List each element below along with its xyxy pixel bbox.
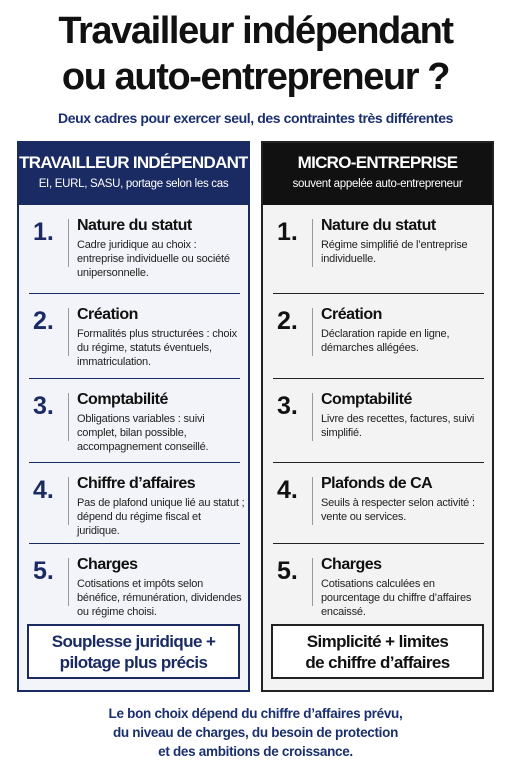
item-title: Création [77, 306, 138, 323]
item-divider [312, 308, 313, 356]
footer-line2: du niveau de charges, du besoin de protection [112, 725, 399, 740]
item-number: 1. [277, 218, 298, 246]
item-divider [312, 219, 313, 267]
item-description: Régime simplifié de l’entreprise individuelle. [321, 239, 468, 265]
item-divider [68, 477, 69, 525]
summary-line1: Simplicité + limites [306, 632, 449, 651]
item-divider [68, 308, 69, 356]
item-description: Déclaration rapide en ligne, démarches allégées. [321, 328, 450, 354]
item-number: 5. [33, 557, 54, 585]
footer-line3: et des ambitions de croissance. [158, 744, 353, 759]
item-divider [68, 219, 69, 267]
item-description: Cotisations calculées en pourcentage du chiffre d’affaires encaissé. [321, 578, 472, 618]
item-divider [312, 558, 313, 606]
page-subtitle: Deux cadres pour exercer seul, des contraintes très différentes [58, 110, 453, 126]
item-divider [312, 477, 313, 525]
footer-line1: Le bon choix dépend du chiffre d’affaires prévu, [108, 706, 403, 721]
summary-box-right [271, 624, 484, 679]
footer-note [0, 704, 511, 761]
item-title: Charges [321, 556, 382, 573]
item-description: Pas de plafond unique lié au statut ; dépend du régime fiscal et juridique. [77, 497, 245, 537]
item-number: 2. [33, 307, 54, 335]
page-title-line2: ou auto-entrepreneur ? [61, 56, 450, 98]
item-description: Seuils à respecter selon activité : vente ou services. [321, 497, 475, 523]
item-title: Comptabilité [321, 391, 412, 408]
item-title: Création [321, 306, 382, 323]
item-description: Cotisations et impôts selon bénéfice, rémunération, dividendes ou régime choisi. [77, 578, 242, 618]
item-description: Obligations variables : suivi complet, bilan possible, accompagnement conseillé. [77, 413, 209, 453]
page-title-line1: Travailleur indépendant [58, 10, 453, 52]
list-item [263, 544, 492, 627]
item-description: Livre des recettes, factures, suivi simplifié. [321, 413, 475, 439]
column-heading-right: MICRO-ENTREPRISE [297, 153, 458, 172]
list-item [19, 379, 248, 462]
item-number: 4. [277, 476, 298, 504]
list-item [263, 379, 492, 462]
summary-line2: pilotage plus précis [59, 653, 208, 672]
item-number: 2. [277, 307, 298, 335]
item-divider [68, 393, 69, 441]
list-item [263, 294, 492, 377]
item-title: Nature du statut [77, 217, 192, 234]
list-item [263, 205, 492, 288]
item-number: 1. [33, 218, 54, 246]
list-item [19, 544, 248, 627]
item-divider [68, 558, 69, 606]
list-item [19, 205, 248, 288]
item-description: Formalités plus structurées : choix du régime, statuts éventuels, immatriculation. [77, 328, 237, 368]
list-item [19, 294, 248, 377]
item-divider [312, 393, 313, 441]
column-heading-left: TRAVAILLEUR INDÉPENDANT [19, 153, 248, 172]
column-header-right [263, 143, 492, 205]
item-title: Plafonds de CA [321, 475, 433, 492]
list-item [19, 463, 248, 546]
item-number: 3. [33, 392, 54, 420]
item-title: Nature du statut [321, 217, 436, 234]
column-subheading-left: EI, EURL, SASU, portage selon les cas [38, 178, 229, 190]
item-number: 4. [33, 476, 54, 504]
list-item [263, 463, 492, 546]
column-travailleur-independant [17, 141, 250, 692]
item-title: Comptabilité [77, 391, 168, 408]
summary-box-left [27, 624, 240, 679]
item-description: Cadre juridique au choix : entreprise individuelle ou société unipersonnelle. [77, 239, 230, 279]
column-micro-entreprise [261, 141, 494, 692]
item-title: Chiffre d’affaires [77, 475, 196, 492]
summary-line2: de chiffre d’affaires [305, 653, 450, 672]
page-title [0, 8, 511, 100]
item-title: Charges [77, 556, 138, 573]
item-number: 3. [277, 392, 298, 420]
column-subheading-right: souvent appelée auto-entrepreneur [292, 178, 463, 190]
summary-line1: Souplesse juridique + [51, 632, 216, 651]
column-header-left [19, 143, 248, 205]
item-number: 5. [277, 557, 298, 585]
